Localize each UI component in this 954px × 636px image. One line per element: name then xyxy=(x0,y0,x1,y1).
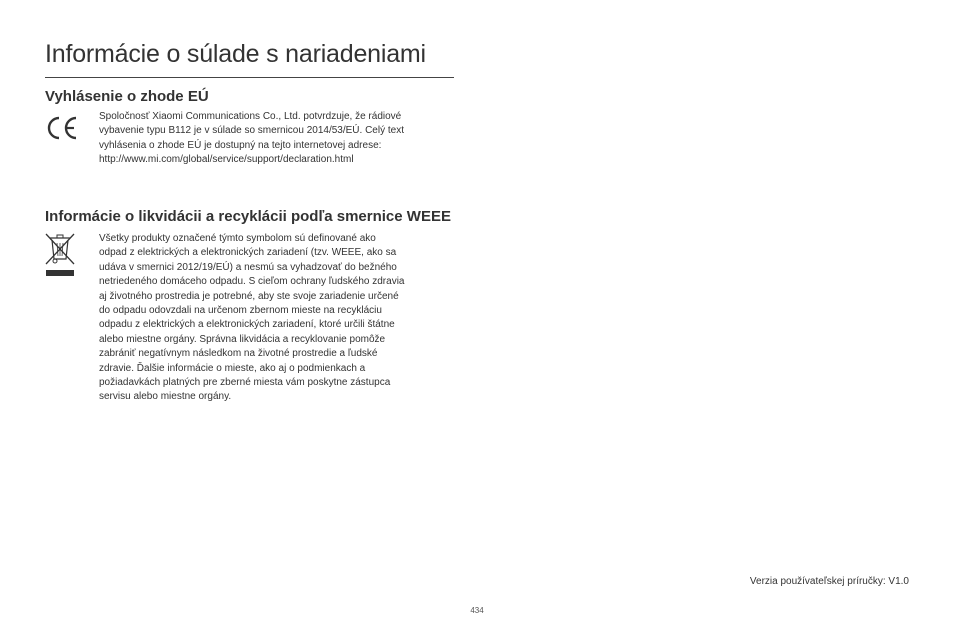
page-title: Informácie o súlade s nariadeniami xyxy=(45,40,426,68)
page-number: 434 xyxy=(470,606,484,615)
section-heading-eu-declaration: Vyhlásenie o zhode EÚ xyxy=(45,88,209,105)
footer-version-note: Verzia používateľskej príručky: V1.0 xyxy=(749,576,909,587)
section-heading-weee: Informácie o likvidácii a recyklácii podľa smernice WEEE xyxy=(45,208,451,225)
title-divider xyxy=(45,77,454,78)
crossed-out-wheelie-bin-icon xyxy=(44,232,76,278)
section-text-eu-declaration: Spoločnosť Xiaomi Communications Co., Ltd. potvrdzuje, že rádiové vybavenie typu B112 je v súlade so smernicou 2014/53/EÚ. Celý text vyhlásenia o zhode EÚ je dostupný na tejto internetovej adrese: http://www.mi.com/global/service/support/declaration.html xyxy=(99,111,404,166)
ce-mark-icon xyxy=(44,114,80,142)
section-text-weee: Všetky produkty označené týmto symbolom sú definované ako odpad z elektrických a elektronických zariadení (tzv. WEEE, ako sa udáva v smernici 2012/19/EÚ) a nesmú sa vyhadzovať do bežného netriedeného domáceho odpadu. S cieľom ochrany ľudského zdravia aj životného prostredia je potrebné, aby ste svoje zariadenie určené do odpadu odovzdali na určenom zbernom mieste na recykláciu odpadu z elektrických a elektronických zariadení, ktoré určili štátne alebo miestne orgány. Správna likvidácia a recyklovanie pomôže zabrániť negatívnym následkom na životné prostredie a ľudské zdravie. Ďalšie informácie o mieste, ako aj o podmienkach a požiadavkách platných pre zberné miesta vám poskytne zástupca servisu alebo miestne orgány. xyxy=(99,233,405,403)
